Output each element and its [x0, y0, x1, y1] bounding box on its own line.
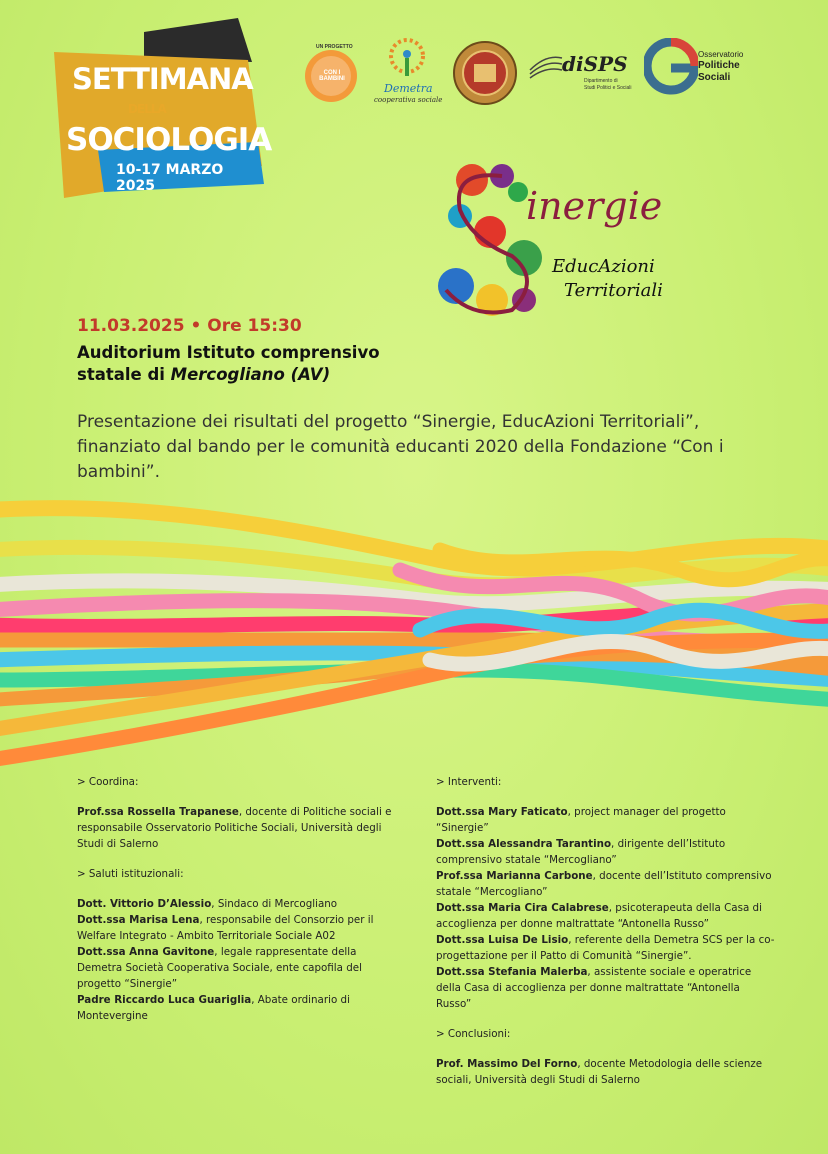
speaker-desc: , project manager del progetto “Sinergie”	[436, 806, 726, 834]
partner-logos	[298, 38, 818, 108]
coordina-label: > Coordina:	[77, 776, 139, 788]
speaker-name: Prof.ssa Marianna Carbone	[436, 870, 593, 882]
speaker-desc: , referente della Demetra SCS per la co-progettazione per il Patto di Comunità “Sinergie”.	[436, 934, 775, 962]
osservatorio-l1: Osservatorio	[698, 50, 744, 59]
speaker-interventi	[436, 932, 776, 964]
speaker-name: Dott.ssa Stefania Malerba	[436, 966, 588, 978]
speaker-desc: , docente di Politiche sociali e responsabile Osservatorio Politiche Sociali, Università degli Studi di Salerno	[77, 806, 392, 850]
badge-line2: DELLA	[128, 102, 166, 116]
speaker-saluti	[77, 992, 392, 1024]
disps-sub2: Studi Politici e Sociali	[584, 85, 632, 91]
speaker-desc: , dirigente dell’Istituto comprensivo statale “Mercogliano”	[436, 838, 726, 866]
disps-sub1: Dipartimento di	[584, 78, 618, 84]
speaker-name: Padre Riccardo Luca Guariglia	[77, 994, 252, 1006]
conclusioni-label: > Conclusioni:	[436, 1028, 511, 1040]
con-i-bambini-logo	[302, 42, 360, 104]
sinergie-title: inergie	[526, 184, 663, 228]
braided-ropes-image	[0, 490, 828, 790]
program-left-column	[77, 774, 392, 1024]
speaker-interventi	[436, 900, 776, 932]
speaker-desc: , psicoterapeuta della Casa di accoglienza per donne maltrattate “Antonella Russo”	[436, 902, 762, 930]
event-intro: Presentazione dei risultati del progetto “Sinergie, EducAzioni Territoriali”, finanziato dal bando per le comunità educanti 2020 della Fondazione “Con i bambini”.	[77, 412, 724, 482]
speaker-desc: , Sindaco di Mercogliano	[211, 898, 338, 910]
saluti-label: > Saluti istituzionali:	[77, 868, 184, 880]
osservatorio-icon	[644, 38, 698, 104]
demetra-logo	[372, 38, 442, 108]
disps-logo	[528, 52, 636, 98]
speaker-interventi	[436, 804, 776, 836]
sinergie-sub1: EducAzioni	[552, 256, 655, 277]
demetra-sub: cooperativa sociale	[374, 96, 443, 104]
settimana-sociologia-badge	[52, 18, 272, 204]
sinergie-logo	[432, 160, 672, 320]
speaker-name: Dott. Vittorio D’Alessio	[77, 898, 212, 910]
speaker-desc: , docente dell’Istituto comprensivo statale “Mercogliano”	[436, 870, 772, 898]
venue-line1: Auditorium Istituto comprensivo	[77, 343, 380, 362]
speaker-coordina	[77, 804, 392, 852]
speaker-desc: , Abate ordinario di Montevergine	[77, 994, 350, 1022]
badge-line3: SOCIOLOGIA	[66, 122, 272, 158]
osservatorio-l3: Sociali	[698, 72, 731, 83]
disps-lines-icon	[528, 52, 564, 88]
event-venue	[77, 342, 417, 386]
speaker-saluti	[77, 912, 392, 944]
badge-dates: 10-17 MARZO 2025	[116, 162, 224, 194]
speaker-desc: , assistente sociale e operatrice della Casa di accoglienza per donne maltrattate “Antonella Russo”	[436, 966, 752, 1010]
speaker-interventi	[436, 868, 776, 900]
demetra-name: Demetra	[384, 82, 433, 95]
venue-prefix: statale di	[77, 365, 171, 384]
speaker-name: Dott.ssa Mary Faticato	[436, 806, 568, 818]
speaker-name: Prof. Massimo Del Forno	[436, 1058, 578, 1070]
speaker-desc: , responsabile del Consorzio per il Welfare Integrato - Ambito Territoriale Sociale A02	[77, 914, 374, 942]
venue-place: Mercogliano (AV)	[170, 365, 331, 384]
event-datetime: 11.03.2025 • Ore 15:30	[77, 316, 302, 336]
speaker-saluti	[77, 896, 392, 912]
speaker-desc: , legale rappresentate della Demetra Società Cooperativa Sociale, ente capofila del progetto “Sinergie”	[77, 946, 362, 990]
speaker-name: Dott.ssa Maria Cira Calabrese	[436, 902, 609, 914]
program-right-column	[436, 774, 776, 1088]
speaker-name: Dott.ssa Alessandra Tarantino	[436, 838, 612, 850]
sinergie-sub2: Territoriali	[564, 280, 663, 301]
speaker-name: Dott.ssa Marisa Lena	[77, 914, 200, 926]
speaker-name: Dott.ssa Anna Gavitone	[77, 946, 215, 958]
badge-line1: SETTIMANA	[72, 62, 253, 96]
interventi-label: > Interventi:	[436, 776, 502, 788]
disps-name: diSPS	[562, 52, 628, 76]
speaker-name: Dott.ssa Luisa De Lisio	[436, 934, 569, 946]
osservatorio-l2: Politiche	[698, 60, 740, 71]
speaker-interventi	[436, 836, 776, 868]
speaker-conclusioni	[436, 1056, 776, 1088]
university-seal-icon	[452, 40, 518, 106]
speaker-saluti	[77, 944, 392, 992]
speaker-name: Prof.ssa Rossella Trapanese	[77, 806, 239, 818]
osservatorio-logo	[644, 38, 756, 108]
speaker-desc: , docente Metodologia delle scienze sociali, Università degli Studi di Salerno	[436, 1058, 763, 1086]
speaker-interventi	[436, 964, 776, 1012]
con-i-bambini-name: CON I BAMBINI	[319, 70, 345, 82]
con-i-bambini-top: UN PROGETTO	[316, 44, 353, 50]
venue-line2	[77, 364, 417, 386]
